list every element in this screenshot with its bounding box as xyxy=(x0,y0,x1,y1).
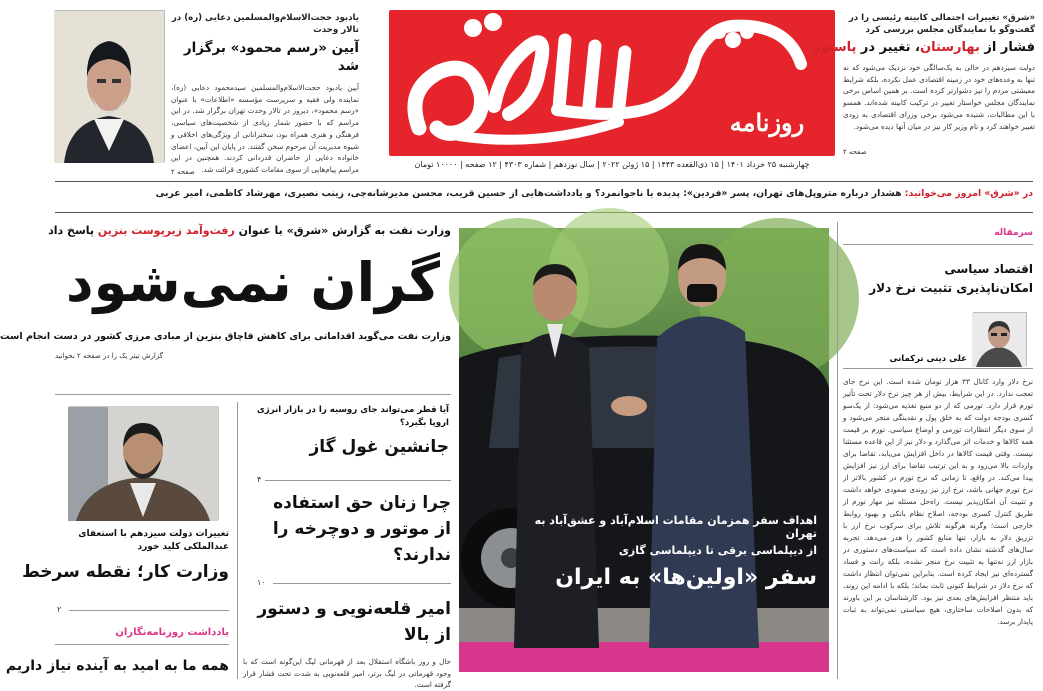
portrait-author xyxy=(972,313,1026,367)
divider xyxy=(843,244,1033,245)
qatar-kicker: آیا قطر می‌تواند جای روسیه را در بازار انرژی اروپا بگیرد؟ xyxy=(256,405,449,428)
column-headline[interactable]: امکان‌ناپذیری تثبیت نرخ دلار xyxy=(869,281,1033,295)
labor-photo xyxy=(69,406,219,520)
divider xyxy=(55,394,451,395)
ticker-label: در «شرق» امروز می‌خوانید: xyxy=(904,188,1033,199)
note-headline[interactable]: همه ما به امید به آینده نیاز داریم xyxy=(5,658,229,674)
note-label-text: یادداشت روزنامه‌نگاران xyxy=(115,627,229,638)
column-body: نرخ دلار وارد کانال ۳۳ هزار تومان شده است. این نرخ جای تعجب ندارد. در این شرایط، بیش از هر چیز نرخ دلار تحت تأثیر تورم قرار دارد. تورمی که از دو منبع تغذیه می‌شود: از یک‌سو کسری بودجه دولت که به خلق پول و نقدینگی منجر می‌شود و از سوی دیگر انتظارات تورمی و اوضاع سیاسی. تورم بر قیمت همه کالاها و خدمات اثر می‌گذارد و دلار نیز از این قاعده مستثنا نیست. وقتی قیمت کالاها در داخل افزایش می‌یابد، تقاضا برای واردات بالا می‌رود و به این ترتیب تقاضا برای ارز نیز افزایش پیدا می‌کند. در واقع، تا زمانی که نرخ تورم در کشور بالاتر از نرخ تورم جهانی باشد، نرخ ارز نیز روندی صعودی خواهد داشت و تثبیت آن امکان‌پذیر نیست. راه‌حل مسئله نیز مهار تورم از طریق کنترل کسری بودجه، اصلاح نظام بانکی و بهبود روابط خارجی است؛ وگرنه هرگونه تلاش برای سرکوب نرخ ارز با تزریق دلار به بازار، تنها منابع کشور را هدر می‌دهد. تجربه سال‌های گذشته نشان داده است که سیاست‌های دستوری در بازار ارز نه‌تنها به تثبیت نرخ منجر نشده، بلکه رانت و فساد گسترده‌ای نیز ایجاد کرده است. بنابراین نمی‌توان انتظار داشت که نرخ دلار در شرایط کنونی ثابت بماند؛ بلکه با ادامه این روند، باید منتظر افزایش‌های بعدی نیز بود. کارشناسان بر این باورند که بدون اصلاحات ساختاری، هیچ سیاستی نمی‌تواند به ثبات پایدار برسد. xyxy=(843,377,1033,626)
top-right-kicker: «شرق» تغییرات احتمالی کابینه رئیسی را در گفت‌وگو با نمایندگان مجلس بررسی کرد xyxy=(848,13,1035,35)
labor-story xyxy=(22,528,229,582)
divider xyxy=(55,644,229,645)
divider xyxy=(55,181,1033,182)
labor-kicker: تغییرات دولت سیزدهم با استعفای عبدالملکی کلید خورد xyxy=(78,529,229,552)
top-left-photo xyxy=(55,10,165,162)
lead-kicker-red: رفت‌وآمد زیرپوست بنزین xyxy=(97,224,235,237)
headline-red-1: بهارستان xyxy=(919,40,980,55)
mid-column xyxy=(243,404,449,457)
lead-see-page[interactable]: گزارش تیتر یک را در صفحه ۲ بخوانید xyxy=(55,352,164,360)
column-label xyxy=(843,228,1033,238)
headline-part: فشار از xyxy=(984,40,1035,55)
ticker xyxy=(55,188,1033,208)
portrait-minister xyxy=(68,407,218,521)
labor-headline[interactable]: وزارت کار؛ نقطه سرخط xyxy=(22,562,229,582)
castle-body: حال و روز باشگاه استقلال بعد از قهرمانی لیگ این‌گونه است که با وجود قهرمانی در لیگ برتر، امیر قلعه‌نویی به شدت تحت فشار قرار گرفته است. xyxy=(243,657,451,689)
author-photo xyxy=(973,312,1027,366)
portrait-cleric xyxy=(54,11,164,163)
divider xyxy=(55,212,1033,213)
labor-page-num: ۲ xyxy=(57,605,62,614)
divider xyxy=(265,480,451,481)
note-label xyxy=(55,627,229,638)
top-left-headline[interactable]: آیین «رسم محمود» برگزار شد xyxy=(183,40,359,74)
ticker-authors: حسین قریب، محسن مدیرشانه‌چی، زینب نصیری، مهرشاد کاظمی، امیر عربی xyxy=(155,188,507,199)
qatar-page-num: ۴ xyxy=(257,475,262,484)
divider xyxy=(237,402,238,679)
divider xyxy=(273,583,451,584)
lead-deck: وزارت نفت می‌گوید اقداماتی برای کاهش قاچاق بنزین از مبادی مرزی کشور در دست انجام است xyxy=(0,331,451,342)
photo-caption xyxy=(517,514,817,590)
castle-headline[interactable]: امیر قلعه‌نویی و دستور از بالا xyxy=(257,599,451,645)
divider xyxy=(69,610,229,611)
lead-kicker xyxy=(48,224,451,237)
top-left-see-page[interactable]: صفحه ۲ xyxy=(171,168,195,176)
top-left-article xyxy=(171,12,359,176)
top-left-kicker: یادبود حجت‌الاسلام‌والمسلمین دعایی (ره) در تالار وحدت xyxy=(171,13,359,35)
lead-kicker-suffix: پاسخ داد xyxy=(48,224,95,237)
top-right-headline[interactable] xyxy=(812,39,1035,57)
headline-red-2: پاستور xyxy=(812,40,857,55)
lead-story xyxy=(0,224,451,360)
bikes-page-num: ۱۰ xyxy=(257,578,266,587)
ticker-text: هشدار درباره متروپل‌های تهران، پسر «فردین»: پدیده یا ناجوانمرد؟ و یادداشت‌هایی از xyxy=(509,188,902,199)
lead-headline[interactable]: گران نمی‌شود xyxy=(65,251,441,314)
column-kicker: اقتصاد سیاسی xyxy=(944,262,1033,276)
column-heading xyxy=(843,262,1033,295)
photo-handshake xyxy=(459,228,829,672)
column-label-text: سرمقاله xyxy=(994,228,1033,238)
headline-part-mid: ، تغییر در xyxy=(860,40,920,55)
column-author[interactable]: علی دینی ترکمانی xyxy=(889,354,967,364)
bikes-headline[interactable]: چرا زنان حق استفاده از موتور و دوچرخه را ندارند؟ xyxy=(272,493,451,565)
divider xyxy=(843,368,1033,369)
main-photo[interactable] xyxy=(459,228,829,672)
top-right-see-page[interactable]: صفحه ۲ xyxy=(843,148,867,156)
logo-subtitle: روزنامه xyxy=(729,108,805,137)
top-right-body: دولت سیزدهم در حالی به یک‌سالگی خود نزدیک می‌شود که نه تنها به وعده‌های خود در زمینه اقتصادی عمل نکرده، بلکه شرایط معیشتی مردم را نیز دشوارتر کرده است. بر همین اساس برخی نمایندگان مجلس خواستار تغییر در ترکیب کابینه شده‌اند. همسو با این مطالبات، شنیده می‌شود برخی وزرای اقتصادی به زودی تغییر خواهند کرد و نام وزیر کار نیز در میان آنها دیده می‌شود. xyxy=(843,63,1035,131)
qatar-headline[interactable]: جانشین غول گاز xyxy=(309,437,449,457)
divider xyxy=(837,222,838,679)
photo-caption-headline[interactable]: سفر «اولین‌ها» به ایران xyxy=(555,565,817,590)
photo-caption-sub: از دیپلماسی برقی تا دیپلماسی گازی xyxy=(618,544,817,557)
photo-caption-kicker: اهداف سفر همزمان مقامات اسلام‌آباد و عشق‌آباد به تهران xyxy=(534,514,817,540)
top-right-article xyxy=(812,12,1035,156)
top-left-body: آیین یادبود حجت‌الاسلام‌والمسلمین سیدمحمود دعایی (ره)، نماینده ولی فقیه و سرپرست مؤسسه «اطلاعات» با عنوان «رسم محمود»، دیروز در تالار وحدت تهران برگزار شد. در این مراسم که با حضور شمار زیادی از شخصیت‌های سیاسی، فرهنگی و هنری همراه بود، سخنرانانی از ویژگی‌های اخلاقی و شیوه مدیریت آن مرحوم سخن گفتند. در پایان این آیین، اعضای خانواده دعایی از حاضران قدردانی کردند. همچنین در این مراسم پیام‌هایی از سوی مقامات کشوری قرائت شد. xyxy=(171,83,359,174)
masthead-logo[interactable] xyxy=(389,10,835,156)
lead-kicker-prefix: وزارت نفت به گزارش «شرق» با عنوان xyxy=(238,224,451,237)
dateline: چهارشنبه ۲۵ خرداد ۱۴۰۱ | ۱۵ ذی‌القعده ۱۴۴۳ | ۱۵ ژوئن ۲۰۲۲ | سال نوزدهم | شماره ۴۳۰۳ | ۱۲ صفحه | ۱۰۰۰۰ تومان xyxy=(414,160,810,169)
